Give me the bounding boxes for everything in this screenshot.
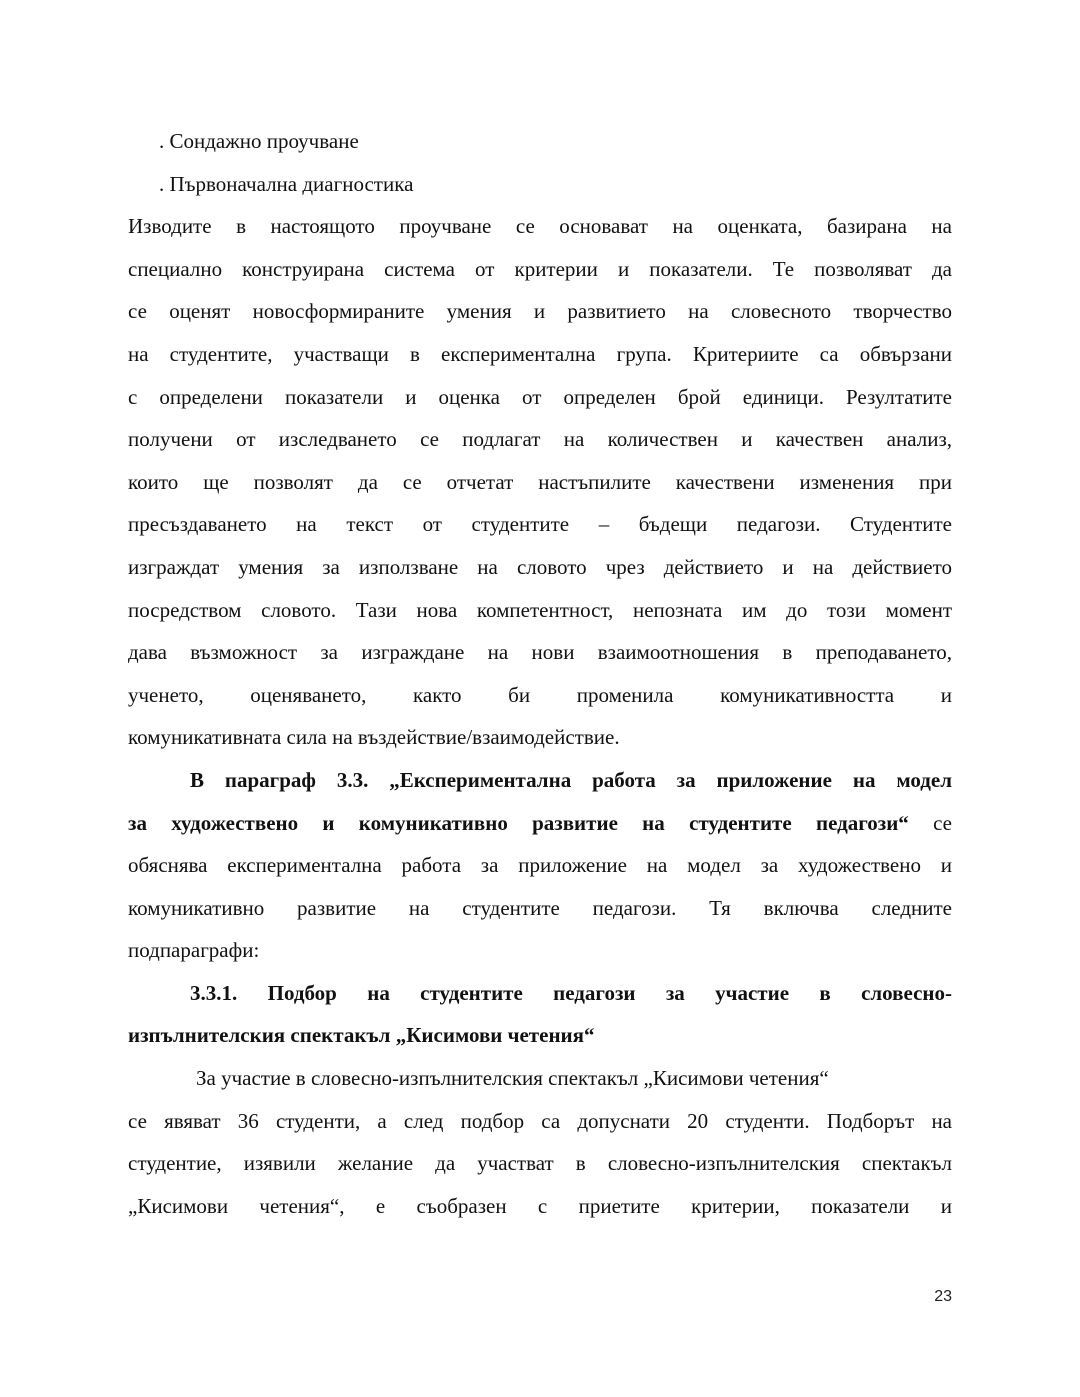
subsection-heading	[128, 972, 952, 1057]
paragraph-line: студентие, изявили желание да участват в словесно-изпълнителския спектакъл	[128, 1151, 952, 1176]
paragraph-line: За участие в словесно-изпълнителския спектакъл „Кисимови четения“	[196, 1066, 829, 1091]
section-reference-bold: В параграф 3.3. „Експериментална работа за приложение на модел	[190, 767, 952, 792]
paragraph-section-3-3	[128, 759, 952, 972]
paragraph-line: Изводите в настоящото проучване се основават на оценката, базирана на	[128, 214, 952, 239]
paragraph-line: изграждат умения за използване на словото чрез действието и на действието	[128, 554, 952, 579]
paragraph-line: посредством словото. Тази нова компетентност, непозната им до този момент	[128, 597, 952, 622]
paragraph-conclusions	[128, 205, 952, 759]
paragraph-line: се оценят новосформираните умения и развитието на словесното творчество	[128, 299, 952, 324]
section-text: се	[908, 810, 952, 835]
paragraph-line: „Кисимови четения“, е съобразен с приетите критерии, показатели и	[128, 1193, 952, 1218]
paragraph-line: дава възможност за изграждане на нови взаимоотношения в преподаването,	[128, 640, 952, 665]
paragraph-line: които ще позволят да се отчетат настъпилите качествени изменения при	[128, 469, 952, 494]
heading-line: изпълнителския спектакъл „Кисимови четения“	[128, 1023, 595, 1048]
list-item-sondage: . Сондажно проучване	[159, 129, 359, 153]
page-number: 23	[934, 1288, 952, 1305]
document-page	[128, 120, 952, 1227]
paragraph-line: ученето, оценяването, както би променила комуникативността и	[128, 682, 952, 707]
paragraph-line: обяснява експериментална работа за приложение на модел за художествено и	[128, 853, 952, 878]
paragraph-line: подпараграфи:	[128, 938, 260, 963]
list-item-diagnostics: . Първоначална диагностика	[159, 171, 414, 196]
paragraph-line: се явяват 36 студенти, а след подбор са допуснати 20 студенти. Подборът на	[128, 1108, 952, 1133]
paragraph-line: получени от изследването се подлагат на количествен и качествен анализ,	[128, 427, 952, 452]
paragraph-line	[128, 802, 952, 845]
heading-line: 3.3.1. Подбор на студентите педагози за участие в словесно-	[190, 980, 952, 1005]
paragraph-line: комуникативно развитие на студентите педагози. Тя включва следните	[128, 895, 952, 920]
paragraph-line: с определени показатели и оценка от определен брой единици. Резултатите	[128, 384, 952, 409]
paragraph-line: специално конструирана система от критерии и показатели. Те позволяват да	[128, 256, 952, 281]
paragraph-line: пресъздаването на текст от студентите – бъдещи педагози. Студентите	[128, 512, 952, 537]
paragraph-line: на студентите, участващи в експериментална група. Критериите са обвързани	[128, 341, 952, 366]
paragraph-line: комуникативната сила на въздействие/взаимодействие.	[128, 725, 620, 750]
section-title-bold: за художествено и комуникативно развитие на студентите педагози“	[128, 810, 909, 835]
paragraph-selection	[128, 1057, 952, 1227]
